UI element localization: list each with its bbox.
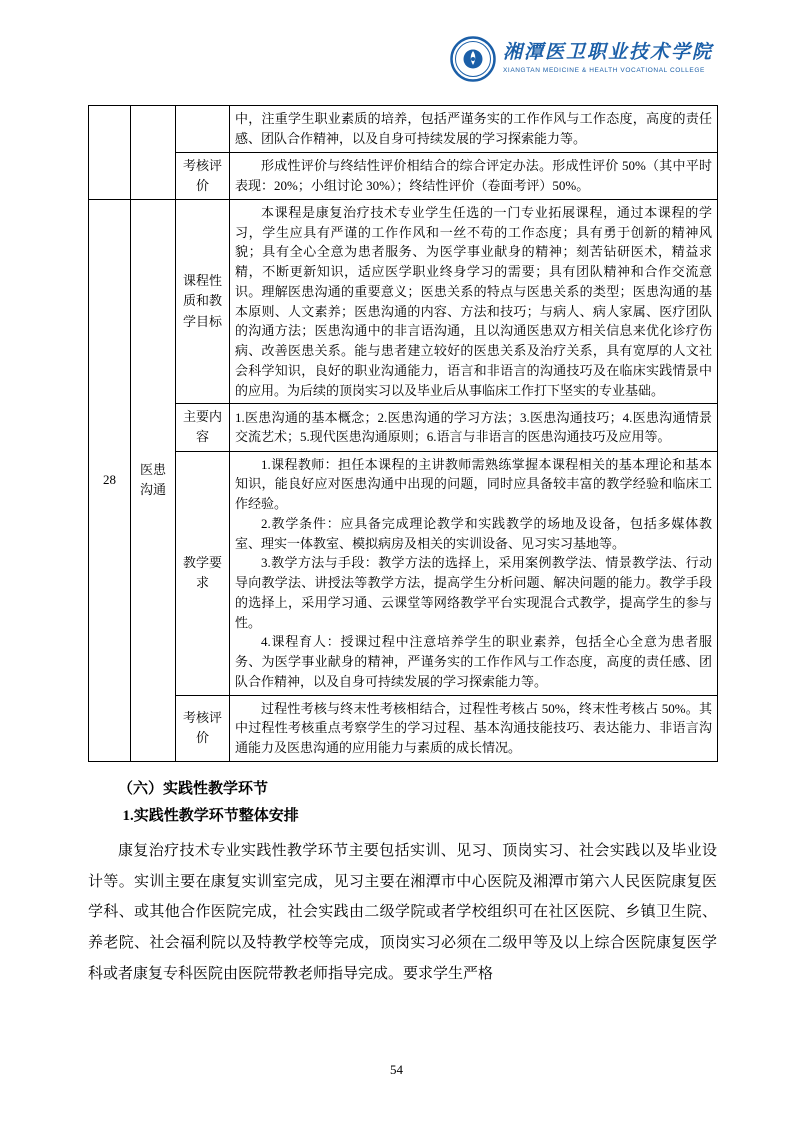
final-assessment-text: 过程性考核与终末性考核相结合，过程性考核占 50%，终末性考核占 50%。其中过程性考核重点考察学生的学习过程、基本沟通技能技巧、表达能力、非语言沟通能力及医患沟通的应用能力与素质的成长情况。 <box>235 700 712 756</box>
page-content <box>88 105 717 990</box>
requirements-text-cell <box>230 451 718 695</box>
main-content-label-cell: 主要内容 <box>176 404 230 451</box>
college-emblem-icon <box>450 36 496 82</box>
page-number: 54 <box>390 1062 403 1077</box>
final-assessment-label-cell: 考核评价 <box>176 695 230 761</box>
assessment-label-cell: 考核评价 <box>176 152 230 199</box>
body-paragraph: 康复治疗技术专业实践性教学环节主要包括实训、见习、顶岗实习、社会实践以及毕业设计等。实训主要在康复实训室完成，见习主要在湘潭市中心医院及湘潭市第六人民医院康复医学科、或其他合作医院完成，社会实践由二级学院或者学校组织可在社区医院、乡镇卫生院、养老院、社会福利院以及特教学校等完成，顶岗实习必须在二级甲等及以上综合医院康复医学科或者康复专科医院由医院带教老师指导完成。要求学生严格 <box>88 842 717 982</box>
college-logo <box>450 36 713 82</box>
main-content-text-cell <box>230 404 718 451</box>
requirements-paragraph: 2.教学条件：应具备完成理论教学和实践教学的场地及设备，包括多媒体教室、理实一体教室、模拟病房及相关的实训设备、见习实习基地等。 <box>235 515 712 551</box>
course-name-cell: 医患沟通 <box>131 199 176 761</box>
assessment-text: 形成性评价与终结性评价相结合的综合评定办法。形成性评价 50%（其中平时表现：20%；小组讨论 30%）；终结性评价（卷面考评）50%。 <box>235 157 712 193</box>
nature-label-cell: 课程性质和教学目标 <box>176 199 230 404</box>
requirements-paragraph: 3.教学方法与手段：教学方法的选择上，采用案例教学法、情景教学法、行动导向教学法、讲授法等教学方法，提高学生分析问题、解决问题的能力。教学手段的选择上，采用学习通、云课堂等网络教学平台实现混合式教学，提高学生的参与性。 <box>235 555 712 630</box>
course-number-cell-empty <box>89 106 131 200</box>
requirements-paragraph: 1.课程教师：担任本课程的主讲教师需熟练掌握本课程相关的基本理论和基本知识，能良好应对医患沟通中出现的问题，同时应具备较丰富的教学经验和临床工作经验。 <box>235 456 712 512</box>
table-row <box>89 199 718 404</box>
table-row <box>89 152 718 199</box>
carryover-text: 中，注重学生职业素质的培养，包括严谨务实的工作作风与工作态度，高度的责任感、团队合作精神，以及自身可持续发展的学习探索能力等。 <box>235 111 712 146</box>
nature-text-cell <box>230 199 718 404</box>
carryover-text-cell <box>230 106 718 153</box>
table-row <box>89 106 718 153</box>
course-number-cell: 28 <box>89 199 131 761</box>
requirements-label-cell: 教学要求 <box>176 451 230 695</box>
final-assessment-text-cell <box>230 695 718 761</box>
table-row <box>89 451 718 695</box>
practical-teaching-section <box>88 776 717 990</box>
course-syllabus-table <box>88 105 718 762</box>
table-row <box>89 404 718 451</box>
row-label-cell-empty <box>176 106 230 153</box>
section-heading: （六）实践性教学环节 <box>118 780 269 797</box>
table-row <box>89 695 718 761</box>
college-name-chinese: 湘潭医卫职业技术学院 <box>502 42 713 64</box>
course-name-cell-empty <box>131 106 176 200</box>
assessment-text-cell <box>230 152 718 199</box>
college-name-english: XIANGTAN MEDICINE & HEALTH VOCATIONAL COLLEGE <box>502 67 705 75</box>
college-name-block <box>503 43 713 74</box>
sub-heading: 1.实践性教学环节整体安排 <box>122 807 299 824</box>
requirements-paragraph: 4.课程育人：授课过程中注意培养学生的职业素养，包括全心全意为患者服务、为医学事业献身的精神，严谨务实的工作作风与工作态度，高度的责任感、团队合作精神，以及自身可持续发展的学习探索能力等。 <box>235 634 712 689</box>
nature-text: 本课程是康复治疗技术专业学生任选的一门专业拓展课程，通过本课程的学习，学生应具有严谨的工作作风和一丝不苟的工作态度；具有勇于创新的精神风貌；具有全心全意为患者服务、为医学事业献身的精神；刻苦钻研医术，精益求精，不断更新知识，适应医学职业终身学习的需要；具有团队精神和合作交流意识。理解医患沟通的重要意义；医患关系的特点与医患关系的类型；医患沟通的基本原则、人文素养；医患沟通的内容、方法和技巧；与病人、病人家属、医疗团队的沟通方法；医患沟通中的非言语沟通，且以沟通医患双方相关信息来优化诊疗伤病、改善医患关系。能与患者建立较好的医患关系及治疗关系，具有宽厚的人文社会科学知识，良好的职业沟通能力，语言和非语言的沟通技巧及在临床实践情景中的应用。为后续的顶岗实习以及毕业后从事临床工作打下坚实的专业基础。 <box>235 204 712 398</box>
main-content-text: 1.医患沟通的基本概念；2.医患沟通的学习方法；3.医患沟通技巧；4.医患沟通情景交流艺术；5.现代医患沟通原则；6.语言与非语言的医患沟通技巧及应用等。 <box>235 409 712 445</box>
